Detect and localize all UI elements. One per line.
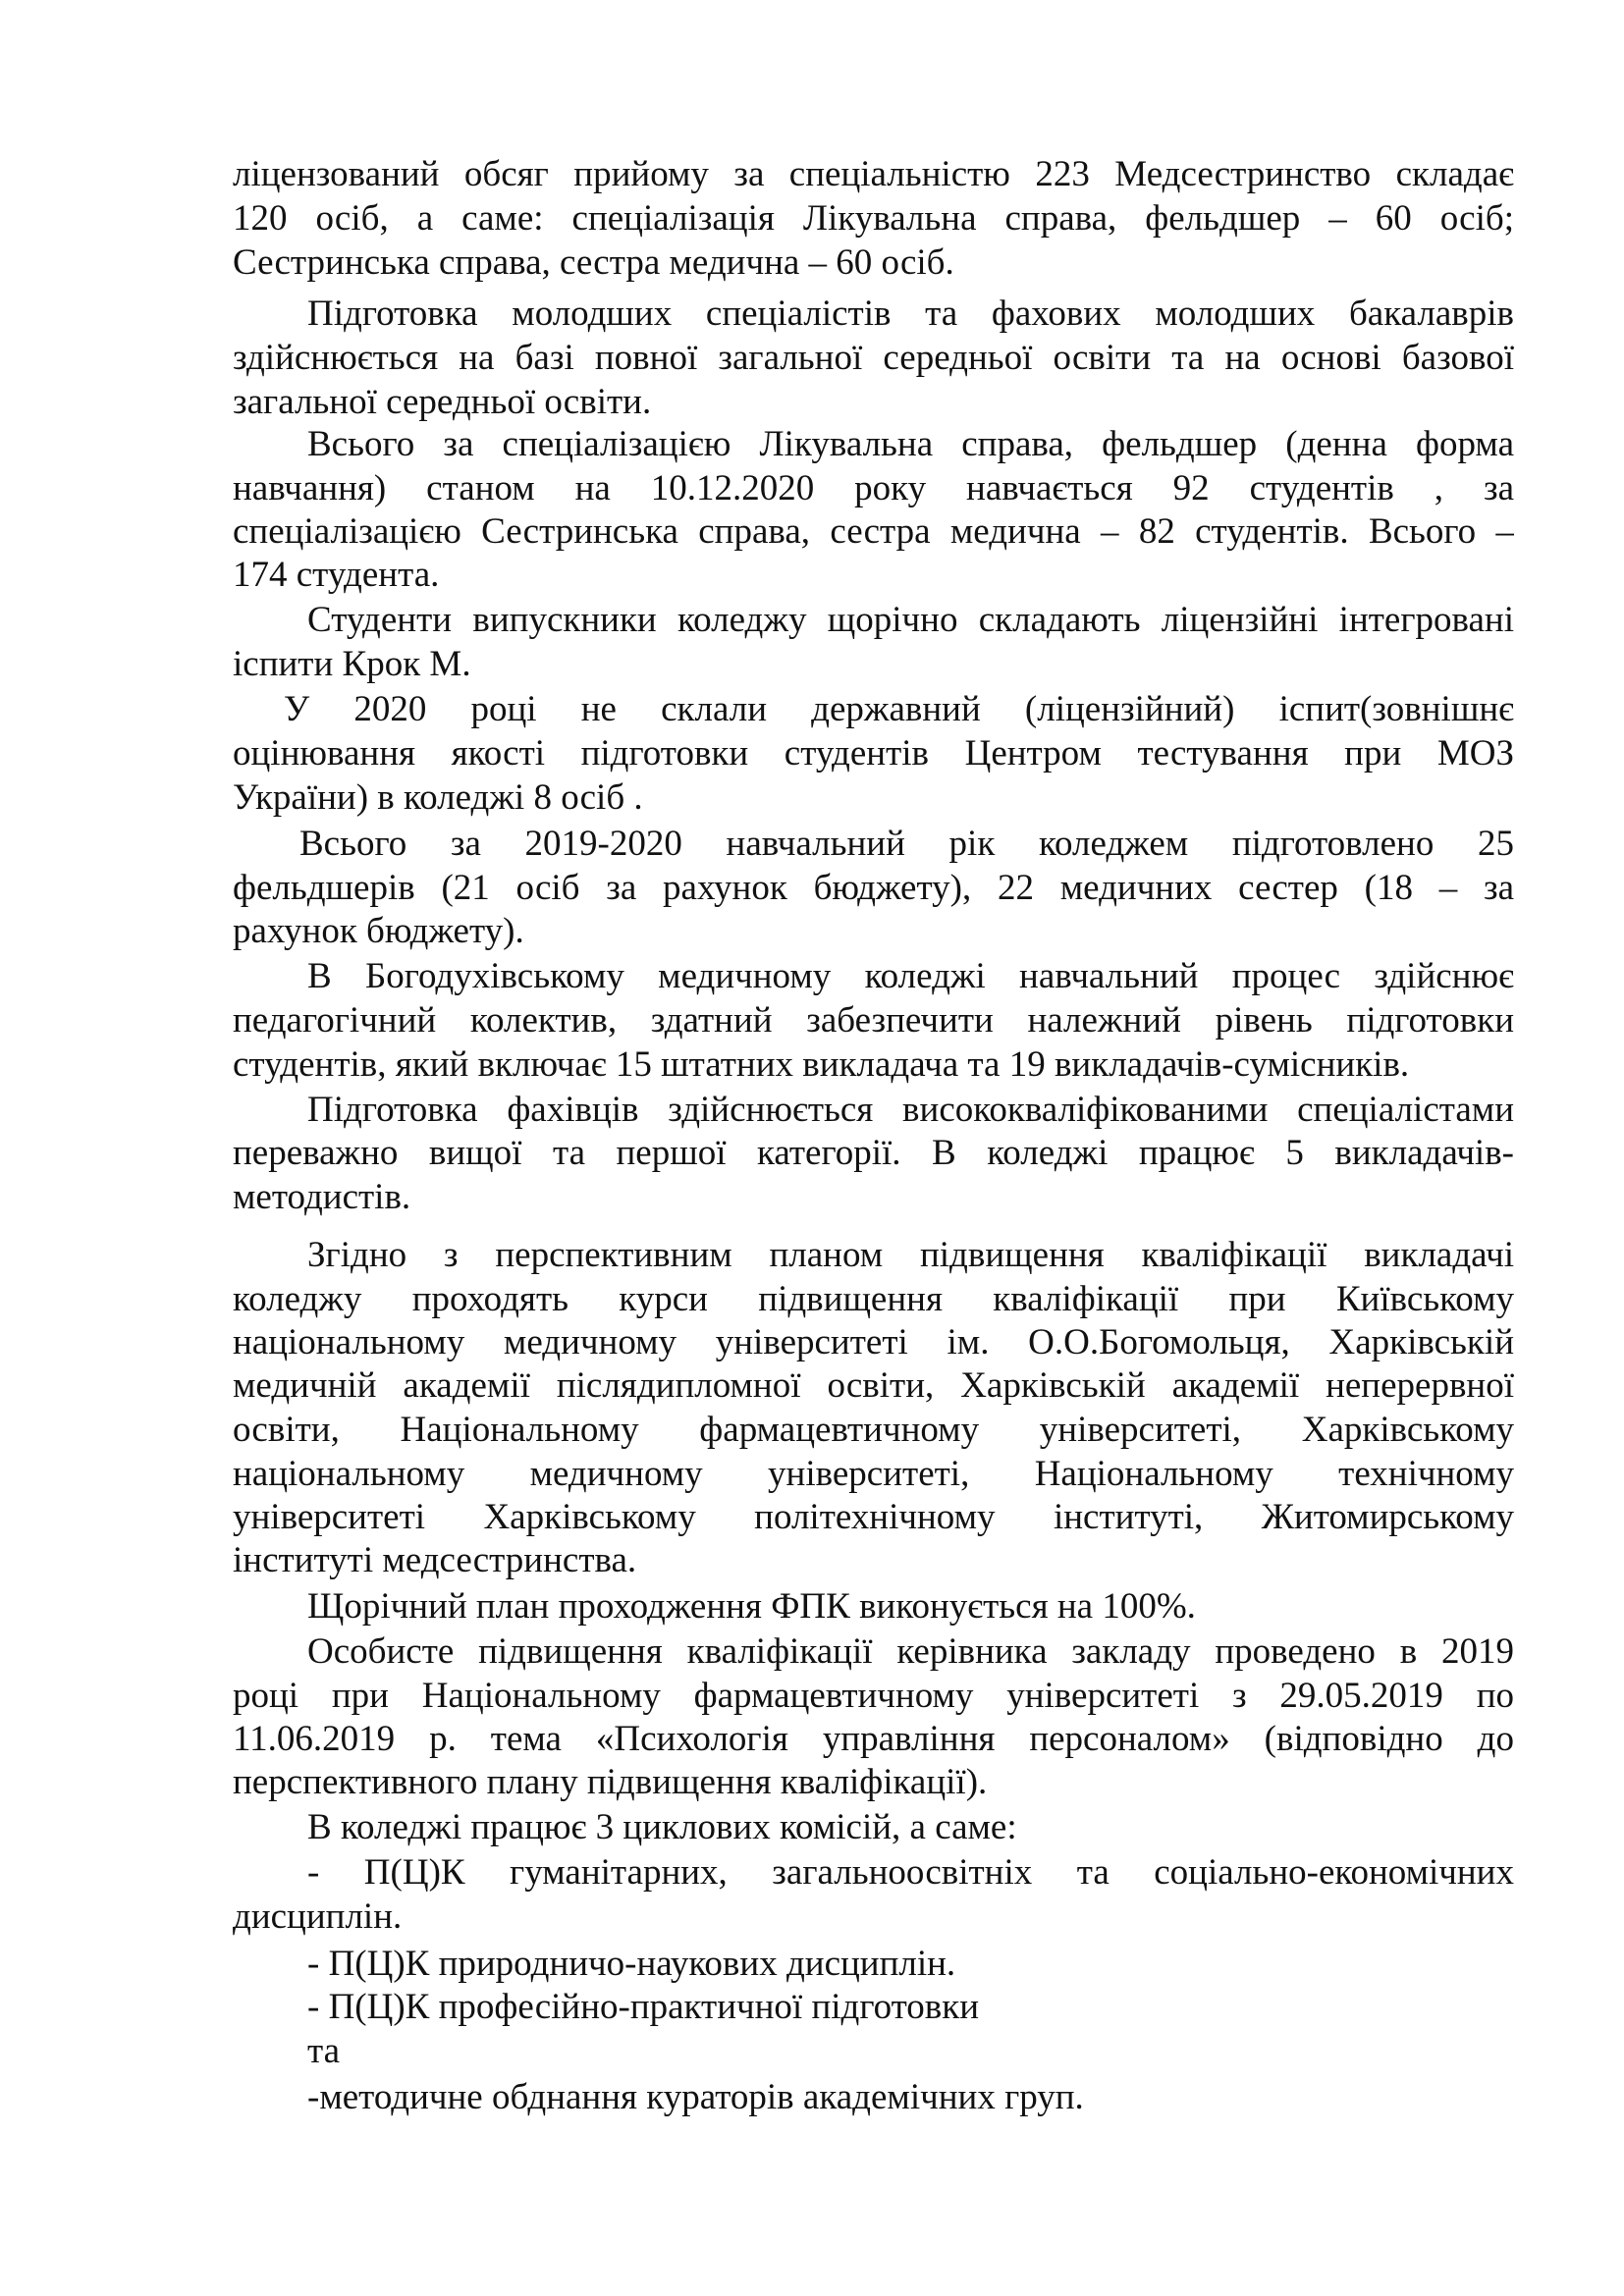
text-line: ліцензований обсяг прийому за спеціальністю 223 Медсестринство складає <box>233 154 1514 194</box>
text-line: -методичне обднання кураторів академічних груп. <box>307 2077 1084 2117</box>
text-line: фельдшерів (21 осіб за рахунок бюджету), 22 медичних сестер (18 – за <box>233 868 1514 908</box>
text-line: загальної середньої освіти. <box>233 382 652 422</box>
text-line: У 2020 році не склали державний (ліцензійний) іспит(зовнішнє <box>284 689 1514 729</box>
text-line: році при Національному фармацевтичному університеті з 29.05.2019 по <box>233 1676 1514 1716</box>
text-line: В коледжі працює 3 циклових комісій, а саме: <box>307 1807 1017 1847</box>
text-line: Особисте підвищення кваліфікації керівника закладу проведено в 2019 <box>307 1631 1514 1672</box>
text-line: Студенти випускники коледжу щорічно складають ліцензійні інтегровані <box>307 600 1514 640</box>
text-line: навчання) станом на 10.12.2020 року навчається 92 студентів , за <box>233 468 1514 508</box>
text-line: та <box>307 2031 341 2071</box>
text-line: Всього за спеціалізацією Лікувальна справа, фельдшер (денна форма <box>307 424 1514 464</box>
text-line: методистів. <box>233 1177 411 1217</box>
text-line: дисциплін. <box>233 1896 403 1937</box>
text-line: медичній академії післядипломної освіти, Харківській академії неперервної <box>233 1365 1514 1406</box>
text-line: В Богодухівському медичному коледжі навчальний процес здійснює <box>307 956 1514 996</box>
text-line: студентів, який включає 15 штатних викладача та 19 викладачів-сумісників. <box>233 1044 1410 1085</box>
text-line: Згідно з перспективним планом підвищення кваліфікації викладачі <box>307 1235 1514 1275</box>
text-line: рахунок бюджету). <box>233 911 524 951</box>
text-line: - П(Ц)К гуманітарних, загальноосвітніх та соціально-економічних <box>307 1852 1514 1893</box>
text-line: - П(Ц)К природничо-наукових дисциплін. <box>307 1944 956 1984</box>
text-line: України) в коледжі 8 осіб . <box>233 777 643 818</box>
text-line: освіти, Національному фармацевтичному університеті, Харківському <box>233 1410 1514 1450</box>
text-line: Щорічний план проходження ФПК виконується на 100%. <box>307 1586 1196 1627</box>
text-line: Сестринська справа, сестра медична – 60 осіб. <box>233 242 954 283</box>
text-line: національному медичному університеті, Національному технічному <box>233 1454 1514 1494</box>
text-line: 11.06.2019 р. тема «Психологія управління персоналом» (відповідно до <box>233 1719 1514 1759</box>
text-line: переважно вищої та першої категорії. В коледжі працює 5 викладачів- <box>233 1133 1514 1173</box>
text-line: інституті медсестринства. <box>233 1540 637 1580</box>
text-line: 174 студента. <box>233 555 440 595</box>
text-line: університеті Харківському політехнічному інституті, Житомирському <box>233 1497 1514 1537</box>
text-line: здійснюється на базі повної загальної середньої освіти та на основі базової <box>233 338 1514 378</box>
text-line: іспити Крок М. <box>233 644 471 684</box>
text-line: спеціалізацією Сестринська справа, сестра медична – 82 студентів. Всього – <box>233 511 1514 552</box>
text-line: оцінювання якості підготовки студентів Центром тестування при МОЗ <box>233 733 1514 774</box>
text-line: Всього за 2019-2020 навчальний рік коледжем підготовлено 25 <box>299 824 1514 864</box>
text-line: педагогічний колектив, здатний забезпечити належний рівень підготовки <box>233 1000 1514 1041</box>
text-line: перспективного плану підвищення кваліфікації). <box>233 1762 988 1802</box>
text-line: 120 осіб, а саме: спеціалізація Лікувальна справа, фельдшер – 60 осіб; <box>233 198 1514 239</box>
text-line: Підготовка молодших спеціалістів та фахових молодших бакалаврів <box>307 294 1514 334</box>
text-line: Підготовка фахівців здійснюється висококваліфікованими спеціалістами <box>307 1090 1514 1130</box>
text-line: - П(Ц)К професійно-практичної підготовки <box>307 1987 980 2027</box>
text-line: коледжу проходять курси підвищення кваліфікації при Київському <box>233 1279 1514 1319</box>
text-line: національному медичному університеті ім. О.О.Богомольця, Харківській <box>233 1322 1514 1362</box>
